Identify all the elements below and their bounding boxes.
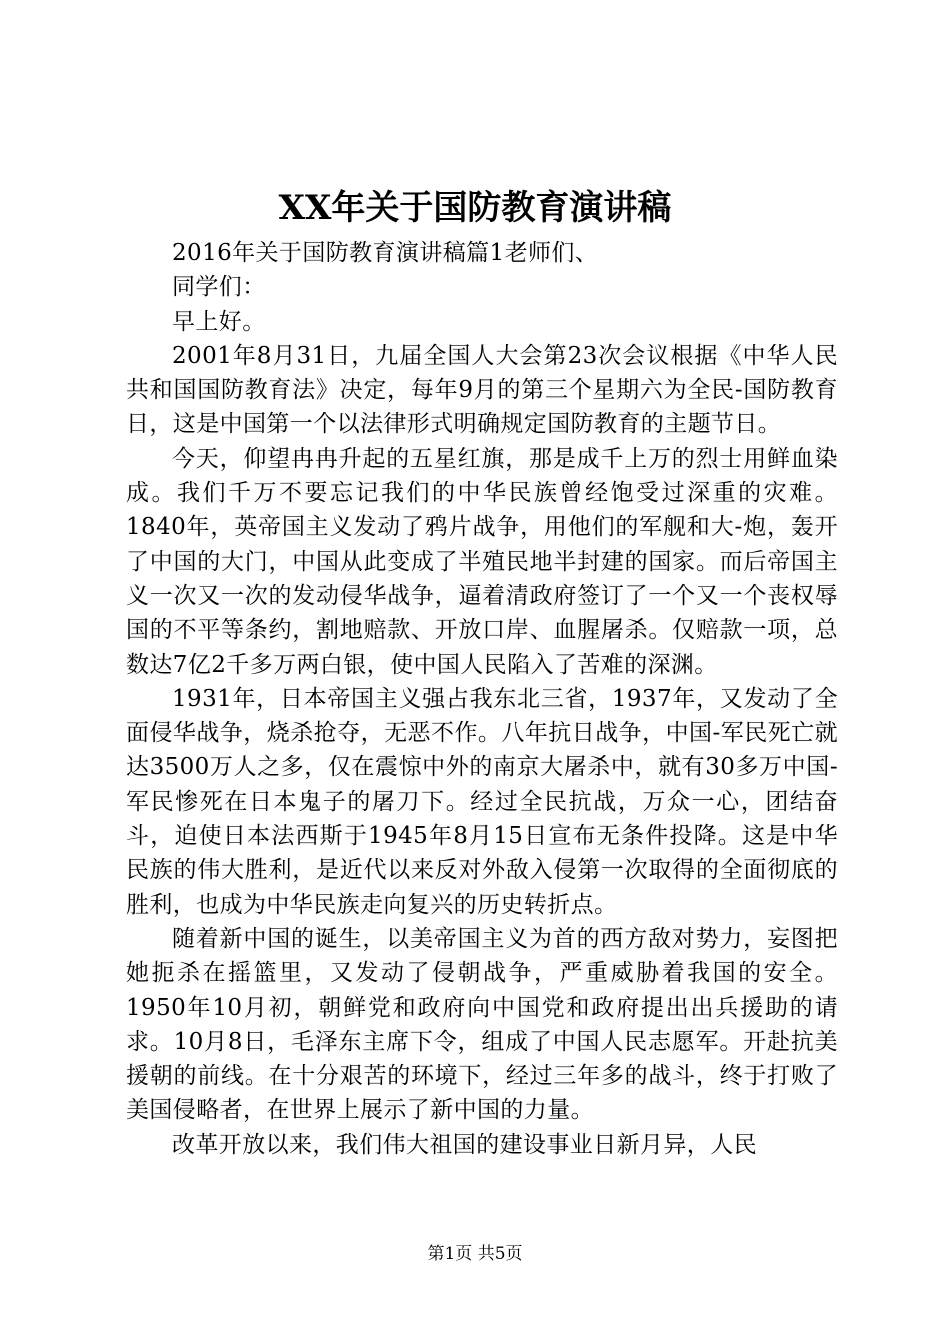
- document-body: [126, 236, 838, 1162]
- paragraph: 2001年8月31日，九届全国人大会第23次会议根据《中华人民共和国国防教育法》决定，每年9月的第三个星期六为全民-国防教育日，这是中国第一个以法律形式明确规定国防教育的主题节日。: [126, 342, 838, 438]
- paragraph: 随着新中国的诞生，以美帝国主义为首的西方敌对势力，妄图把她扼杀在摇篮里，又发动了侵朝战争，严重威胁着我国的安全。1950年10月初，朝鲜党和政府向中国党和政府提出出兵援助的请求。10月8日，毛泽东主席下令，组成了中国人民志愿军。开赴抗美援朝的前线。在十分艰苦的环境下，经过三年多的战斗，终于打败了美国侵略者，在世界上展示了新中国的力量。: [126, 925, 838, 1124]
- paragraph: 同学们：: [172, 274, 266, 301]
- paragraph: 早上好。: [172, 308, 266, 335]
- paragraph: 1931年，日本帝国主义强占我东北三省，1937年，又发动了全面侵华战争，烧杀抢夺，无恶不作。八年抗日战争，中国-军民死亡就达3500万人之多，仅在震惊中外的南京大屠杀中，就有30多万中国-军民惨死在日本鬼子的屠刀下。经过全民抗战，万众一心，团结奋斗，迫使日本法西斯于1945年8月15日宣布无条件投降。这是中华民族的伟大胜利，是近代以来反对外敌入侵第一次取得的全面彻底的胜利，也成为中华民族走向复兴的历史转折点。: [126, 685, 838, 918]
- document-title: XX年关于国防教育演讲稿: [278, 188, 672, 228]
- page-number-footer: 第1页 共5页: [427, 1244, 523, 1264]
- paragraph: 2016年关于国防教育演讲稿篇1老师们、: [172, 240, 599, 266]
- paragraph: 改革开放以来，我们伟大祖国的建设事业日新月异，人民: [172, 1131, 757, 1158]
- paragraph: 今天，仰望冉冉升起的五星红旗，那是成千上万的烈士用鲜血染成。我们千万不要忘记我们的中华民族曾经饱受过深重的灾难。1840年，英帝国主义发动了鸦片战争，用他们的军舰和大-炮，轰开了中国的大门，中国从此变成了半殖民地半封建的国家。而后帝国主义一次又一次的发动侵华战争，逼着清政府签订了一个又一个丧权辱国的不平等条约，割地赔款、开放口岸、血腥屠杀。仅赔款一项，总数达7亿2千多万两白银，使中国人民陷入了苦难的深渊。: [126, 445, 838, 678]
